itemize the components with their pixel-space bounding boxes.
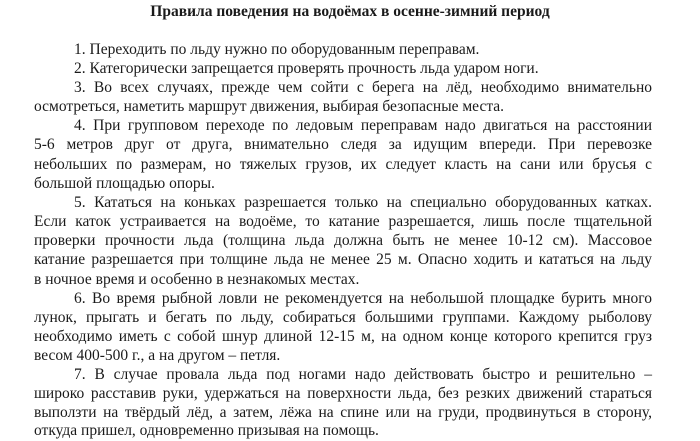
rule-4-text-1: При групповом переходе по ледовым переправам надо двигаться на расстоянии [93,117,652,134]
rule-7-text-1: В случае провала льда под ногами надо действовать быстро и решительно – [94,366,653,383]
rule-6-line-2: лунок, прыгать и бегать по льду, собираться большими группами. Каждому рыболову [34,309,652,326]
rule-5-line-5: в ночное время и особенно в незнакомых местах. [34,271,360,288]
rule-7-line-2: широко расставив руки, удержаться на поверхности льда, без резких движений стараться [34,385,652,402]
document-title: Правила поведения на водоёмах в осенне-зимний период [150,3,550,20]
rule-7-line-1 [74,365,652,385]
rule-6-number: 6. [74,290,86,307]
rule-7-line-4: откуда пришел, одновременно призывая на помощь. [34,422,379,439]
rule-4-number: 4. [74,117,86,134]
rule-4-line-3: небольших по размерам, но тяжелых грузов, их следует класть на сани или брусья с [34,156,652,173]
rule-7-number: 7. [74,366,86,383]
rule-6-text-1: Во время рыбной ловли не рекомендуется на небольшой площадке бурить много [92,290,653,307]
rule-2 [74,59,652,79]
rule-5-line-3: проверки прочности льда (толщина льда должна быть не менее 10-12 см). Массовое [34,232,652,249]
rule-4-line-1 [74,116,652,136]
rule-3-line-1 [74,78,652,98]
rule-2-text: Категорически запрещается проверять прочность льда ударом ноги. [89,60,539,77]
rule-1-number: 1. [74,41,86,58]
rule-6-line-3: необходимо иметь с собой шнур длиной 12-15 м, на одном конце которого крепится груз [34,328,652,345]
rule-1-text: Переходить по льду нужно по оборудованным переправам. [89,41,480,58]
rule-6-line-4: весом 400-500 г., а на другом – петля. [34,347,281,364]
rule-4-line-2: 5-6 метров друг от друга, внимательно следя за идущим впереди. При перевозке [34,136,652,153]
rule-5-line-2: Если каток устраивается на водоёме, то катание разрешается, лишь после тщательной [34,213,652,230]
rule-3-number: 3. [74,79,86,96]
rule-3-text-1: Во всех случаях, прежде чем сойти с берега на лёд, необходимо внимательно [93,79,653,96]
rule-2-number: 2. [74,60,86,77]
rule-5-text-1: Кататься на коньках разрешается только на специально оборудованных катках. [94,194,652,211]
rule-1 [74,40,652,60]
rule-5-line-4: катание разрешается при толщине льда не менее 25 м. Опасно ходить и кататься на льду [34,251,652,268]
rule-4-line-4: большой площадью опоры. [34,175,215,192]
rule-7-line-3: выползти на твёрдый лёд, а затем, лёжа на спине или на груди, продвинуться в сторону, [34,404,652,421]
rule-3-line-2: осмотреться, наметить маршрут движения, выбирая безопасные места. [34,98,505,115]
rule-6-line-1 [74,289,652,309]
rule-5-number: 5. [74,194,86,211]
rule-5-line-1 [74,193,652,213]
